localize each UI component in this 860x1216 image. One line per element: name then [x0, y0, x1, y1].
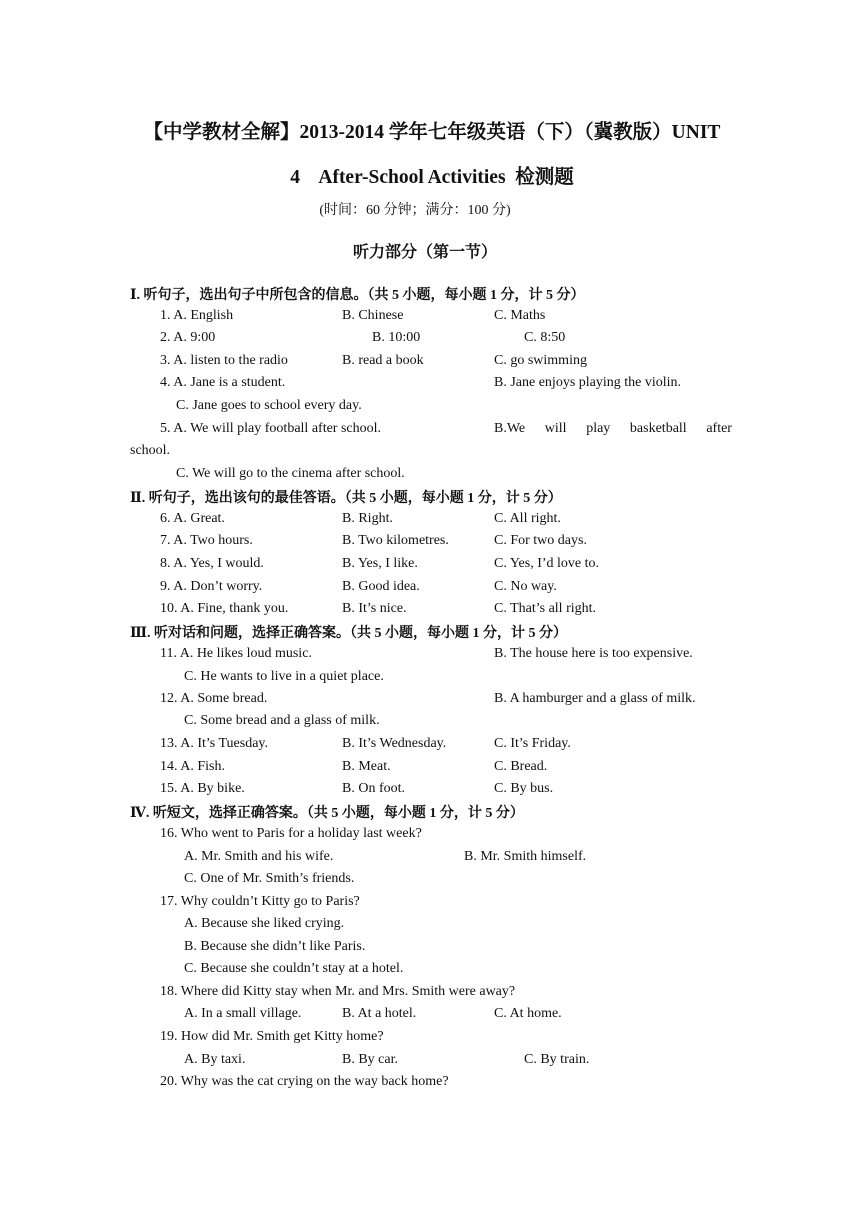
question-7-option-a: 7. A. Two hours. [160, 533, 253, 548]
question-19-option-a: A. By taxi. [184, 1052, 246, 1067]
question-11-option-c: C. He wants to live in a quiet place. [184, 669, 384, 684]
question-14-option-c: C. Bread. [494, 759, 548, 774]
question-17-option-a: A. Because she liked crying. [184, 916, 345, 931]
option-word: B.We [494, 421, 526, 436]
section-heading-3: Ⅲ. 听对话和问题，选择正确答案。（共 5 小题，每小题 1 分，计 5 分） [130, 626, 568, 641]
question-9-option-c: C. No way. [494, 579, 557, 594]
question-12-option-c: C. Some bread and a glass of milk. [184, 713, 380, 728]
question-18-option-c: C. At home. [494, 1006, 562, 1021]
question-12-option-a: 12. A. Some bread. [160, 691, 268, 706]
question-15-option-a: 15. A. By bike. [160, 781, 245, 796]
question-19-stem: 19. How did Mr. Smith get Kitty home? [160, 1029, 384, 1044]
question-11-option-b: B. The house here is too expensive. [494, 646, 693, 661]
question-14-option-b: B. Meat. [342, 759, 391, 774]
question-5-option-a: 5. A. We will play football after school. [160, 421, 382, 436]
option-word: will [544, 421, 567, 436]
question-10-option-c: C. That’s all right. [494, 601, 597, 616]
section-heading-1: Ⅰ. 听句子，选出句子中所包含的信息。（共 5 小题，每小题 1 分，计 5 分） [130, 288, 585, 303]
question-8-option-a: 8. A. Yes, I would. [160, 556, 264, 571]
question-2-option-b: B. 10:00 [372, 330, 421, 345]
part-heading: 听力部分（第一节） [352, 244, 497, 261]
question-16-stem: 16. Who went to Paris for a holiday last week? [160, 826, 422, 841]
question-12-option-b: B. A hamburger and a glass of milk. [494, 691, 696, 706]
question-10-option-b: B. It’s nice. [342, 601, 407, 616]
question-15-option-c: C. By bus. [494, 781, 554, 796]
question-13-option-b: B. It’s Wednesday. [342, 736, 447, 751]
question-7-option-c: C. For two days. [494, 533, 587, 548]
question-18-option-b: B. At a hotel. [342, 1006, 417, 1021]
question-1-option-b: B. Chinese [342, 308, 404, 323]
section-heading-4: Ⅳ. 听短文，选择正确答案。（共 5 小题，每小题 1 分，计 5 分） [130, 806, 524, 821]
document-title-line1: 【中学教材全解】2013-2014 学年七年级英语（下）（冀教版）UNIT [143, 122, 721, 143]
question-5-option-c: C. We will go to the cinema after school. [176, 466, 405, 481]
question-3-option-a: 3. A. listen to the radio [160, 353, 288, 368]
question-1-option-a: 1. A. English [160, 308, 234, 323]
question-11-option-a: 11. A. He likes loud music. [160, 646, 312, 661]
question-19-option-c: C. By train. [524, 1052, 590, 1067]
question-5-option-b [494, 420, 732, 438]
question-16-option-a: A. Mr. Smith and his wife. [184, 849, 334, 864]
question-18-stem: 18. Where did Kitty stay when Mr. and Mrs. Smith were away? [160, 984, 516, 999]
question-6-option-a: 6. A. Great. [160, 511, 225, 526]
question-14-option-a: 14. A. Fish. [160, 759, 225, 774]
question-5-option-b-continuation: school. [130, 443, 171, 458]
question-6-option-b: B. Right. [342, 511, 393, 526]
question-8-option-b: B. Yes, I like. [342, 556, 418, 571]
question-18-option-a: A. In a small village. [184, 1006, 302, 1021]
question-17-stem: 17. Why couldn’t Kitty go to Paris? [160, 894, 360, 909]
question-4-option-a: 4. A. Jane is a student. [160, 375, 286, 390]
question-9-option-a: 9. A. Don’t worry. [160, 579, 263, 594]
question-3-option-b: B. read a book [342, 353, 424, 368]
question-20-stem: 20. Why was the cat crying on the way back home? [160, 1074, 449, 1089]
question-19-option-b: B. By car. [342, 1052, 398, 1067]
document-title-line2: 4 After-School Activities 检测题 [290, 167, 574, 188]
question-15-option-b: B. On foot. [342, 781, 405, 796]
question-10-option-a: 10. A. Fine, thank you. [160, 601, 289, 616]
question-17-option-c: C. Because she couldn’t stay at a hotel. [184, 961, 404, 976]
question-4-option-b: B. Jane enjoys playing the violin. [494, 375, 682, 390]
question-8-option-c: C. Yes, I’d love to. [494, 556, 600, 571]
question-16-option-b: B. Mr. Smith himself. [464, 849, 587, 864]
question-2-option-a: 2. A. 9:00 [160, 330, 216, 345]
question-9-option-b: B. Good idea. [342, 579, 420, 594]
question-3-option-c: C. go swimming [494, 353, 587, 368]
option-word: play [586, 421, 611, 436]
question-1-option-c: C. Maths [494, 308, 546, 323]
question-16-option-c: C. One of Mr. Smith’s friends. [184, 871, 355, 886]
question-4-option-c: C. Jane goes to school every day. [176, 398, 362, 413]
exam-time-score: (时间：60 分钟；满分：100 分) [319, 203, 511, 218]
option-word: basketball [629, 421, 687, 436]
question-17-option-b: B. Because she didn’t like Paris. [184, 939, 366, 954]
question-7-option-b: B. Two kilometres. [342, 533, 449, 548]
option-word: after [706, 421, 732, 436]
question-6-option-c: C. All right. [494, 511, 561, 526]
question-13-option-c: C. It’s Friday. [494, 736, 571, 751]
question-13-option-a: 13. A. It’s Tuesday. [160, 736, 269, 751]
section-heading-2: Ⅱ. 听句子，选出该句的最佳答语。（共 5 小题，每小题 1 分，计 5 分） [130, 491, 562, 506]
question-2-option-c: C. 8:50 [524, 330, 566, 345]
